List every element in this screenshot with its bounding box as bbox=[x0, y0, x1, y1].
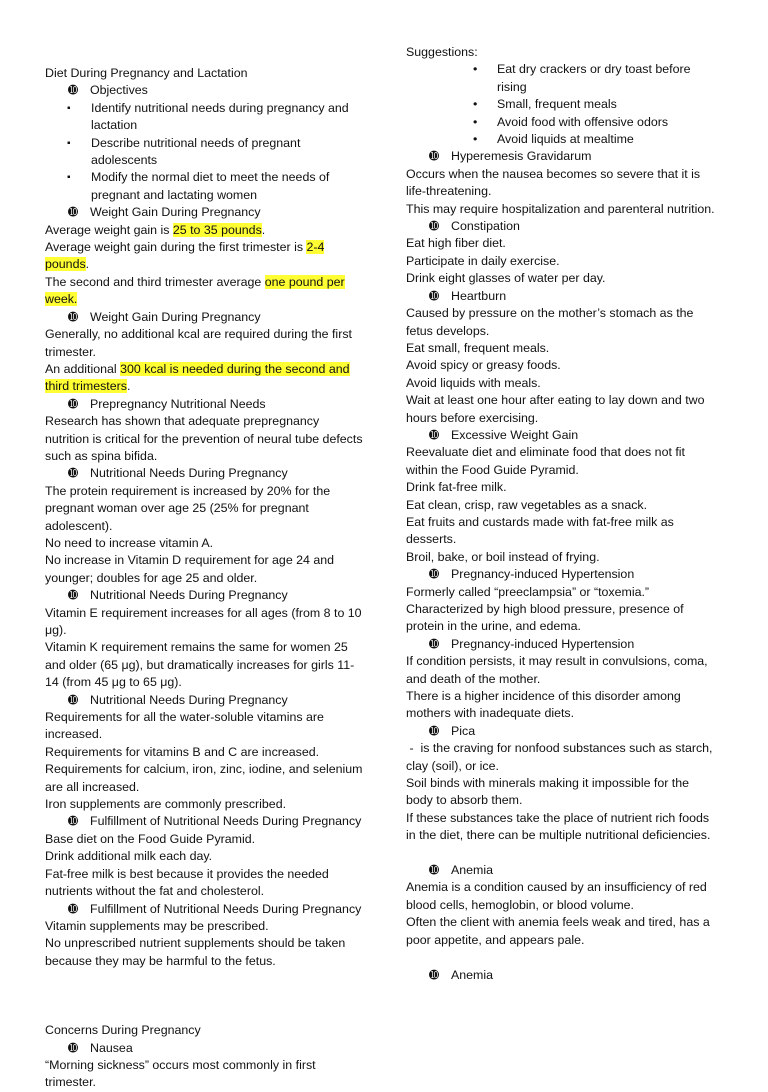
list-item: • Eat dry crackers or dry toast before rising bbox=[406, 61, 716, 96]
list-item: ▪ Modify the normal diet to meet the needs of pregnant and lactating women bbox=[45, 169, 365, 204]
heading-prepregnancy: ➓ Prepregnancy Nutritional Needs bbox=[45, 396, 365, 413]
paragraph: There is a higher incidence of this disorder among mothers with inadequate diets. bbox=[406, 689, 681, 721]
paragraph: Eat small, frequent meals. bbox=[406, 340, 550, 355]
heading-heartburn: ➓ Heartburn bbox=[406, 288, 716, 305]
circled-ten-bullet-icon: ➓ bbox=[68, 692, 79, 707]
circled-ten-bullet-icon: ➓ bbox=[429, 567, 440, 582]
paragraph: Eat high fiber diet. bbox=[406, 236, 506, 251]
paragraph: Base diet on the Food Guide Pyramid. bbox=[45, 831, 256, 846]
heading-pica: ➓ Pica bbox=[406, 723, 716, 740]
paragraph: Drink fat-free milk. bbox=[406, 480, 507, 495]
circled-ten-bullet-icon: ➓ bbox=[429, 967, 440, 982]
heading-weight-gain-1: ➓ Weight Gain During Pregnancy bbox=[45, 204, 365, 221]
circled-ten-bullet-icon: ➓ bbox=[68, 901, 79, 916]
circled-ten-bullet-icon: ➓ bbox=[429, 723, 440, 738]
circled-ten-bullet-icon: ➓ bbox=[68, 205, 79, 220]
paragraph: Eat fruits and custards made with fat-free milk as desserts. bbox=[406, 514, 674, 547]
paragraph: Anemia is a condition caused by an insufficiency of red blood cells, hemoglobin, or blood volume. bbox=[406, 880, 707, 912]
heading-fulfillment-1: ➓ Fulfillment of Nutritional Needs During Pregnancy bbox=[45, 813, 365, 830]
circled-ten-bullet-icon: ➓ bbox=[429, 427, 440, 442]
dot-bullet-icon: • bbox=[473, 97, 478, 112]
left-column bbox=[45, 65, 365, 1092]
list-item: • Avoid liquids at mealtime bbox=[406, 131, 716, 148]
paragraph: Often the client with anemia feels weak and tired, has a poor appetite, and appears pale. bbox=[406, 915, 710, 947]
paragraph: Research has shown that adequate prepregnancy nutrition is critical for the prevention of neural tube defects such as spina bifida. bbox=[45, 414, 363, 463]
spacer bbox=[45, 970, 365, 1022]
section-title: Concerns During Pregnancy bbox=[45, 1023, 201, 1038]
circled-ten-bullet-icon: ➓ bbox=[429, 219, 440, 234]
heading-anemia-2: ➓ Anemia bbox=[406, 967, 716, 984]
heading-pih-2: ➓ Pregnancy-induced Hypertension bbox=[406, 636, 716, 653]
square-bullet-icon: ▪ bbox=[67, 172, 71, 184]
paragraph: Generally, no additional kcal are required during the first trimester. bbox=[45, 327, 352, 359]
paragraph: Average weight gain during the first trimester is 2-4 pounds. bbox=[45, 240, 325, 272]
paragraph: Eat clean, crisp, raw vegetables as a snack. bbox=[406, 497, 648, 512]
paragraph: Iron supplements are commonly prescribed. bbox=[45, 797, 287, 812]
circled-ten-bullet-icon: ➓ bbox=[68, 588, 79, 603]
paragraph: If condition persists, it may result in convulsions, coma, and death of the mother. bbox=[406, 654, 708, 686]
highlight: one pound per week. bbox=[45, 274, 345, 307]
paragraph: Vitamin E requirement increases for all ages (from 8 to 10 μg). bbox=[45, 605, 362, 637]
heading-excessive-weight-gain: ➓ Excessive Weight Gain bbox=[406, 427, 716, 444]
square-bullet-icon: ▪ bbox=[67, 102, 71, 114]
paragraph: Drink eight glasses of water per day. bbox=[406, 271, 606, 286]
paragraph: No unprescribed nutrient supplements should be taken because they may be harmful to the fetus. bbox=[45, 936, 346, 968]
suggestions-label: Suggestions: bbox=[406, 45, 478, 59]
paragraph: Soil binds with minerals making it impossible for the body to absorb them. bbox=[406, 776, 690, 808]
paragraph: Wait at least one hour after eating to lay down and two hours before exercising. bbox=[406, 393, 705, 425]
highlight: 2-4 pounds bbox=[45, 240, 325, 272]
heading-hyperemesis: ➓ Hyperemesis Gravidarum bbox=[406, 148, 716, 165]
paragraph: This may require hospitalization and parenteral nutrition. bbox=[406, 201, 715, 216]
dot-bullet-icon: • bbox=[473, 132, 478, 147]
spacer bbox=[406, 949, 716, 966]
heading-anemia-1: ➓ Anemia bbox=[406, 862, 716, 879]
paragraph: Caused by pressure on the mother’s stomach as the fetus develops. bbox=[406, 306, 694, 338]
right-column bbox=[406, 44, 716, 984]
heading-nutritional-needs-1: ➓ Nutritional Needs During Pregnancy bbox=[45, 465, 365, 482]
heading-nausea: ➓ Nausea bbox=[45, 1040, 365, 1057]
circled-ten-bullet-icon: ➓ bbox=[429, 288, 440, 303]
paragraph: An additional 300 kcal is needed during the second and third trimesters. bbox=[45, 361, 350, 394]
highlight: 25 to 35 pounds bbox=[172, 222, 262, 237]
circled-ten-bullet-icon: ➓ bbox=[68, 466, 79, 481]
circled-ten-bullet-icon: ➓ bbox=[68, 1040, 79, 1055]
highlight: 300 kcal is needed during the second and third trimesters bbox=[45, 361, 350, 394]
heading-objectives: ➓ Objectives bbox=[45, 82, 365, 99]
paragraph: Requirements for vitamins B and C are increased. bbox=[45, 744, 320, 759]
paragraph: Drink additional milk each day. bbox=[45, 849, 213, 864]
paragraph: Formerly called “preeclampsia” or “toxemia.” bbox=[406, 584, 650, 599]
spacer bbox=[406, 845, 716, 862]
square-bullet-icon: ▪ bbox=[67, 137, 71, 149]
circled-ten-bullet-icon: ➓ bbox=[68, 309, 79, 324]
paragraph: Avoid spicy or greasy foods. bbox=[406, 358, 561, 373]
heading-nutritional-needs-3: ➓ Nutritional Needs During Pregnancy bbox=[45, 692, 365, 709]
dot-bullet-icon: • bbox=[473, 62, 478, 77]
paragraph: - is the craving for nonfood substances such as starch, clay (soil), or ice. bbox=[406, 741, 716, 773]
circled-ten-bullet-icon: ➓ bbox=[68, 814, 79, 829]
document-title: Diet During Pregnancy and Lactation bbox=[45, 66, 248, 80]
paragraph: Participate in daily exercise. bbox=[406, 253, 560, 268]
circled-ten-bullet-icon: ➓ bbox=[429, 149, 440, 164]
heading-fulfillment-2: ➓ Fulfillment of Nutritional Needs During Pregnancy bbox=[45, 901, 365, 918]
circled-ten-bullet-icon: ➓ bbox=[429, 863, 440, 878]
paragraph: No increase in Vitamin D requirement for age 24 and younger; doubles for age 25 and older. bbox=[45, 553, 335, 585]
paragraph: The protein requirement is increased by 20% for the pregnant woman over age 25 (25% for pregnant adolescent). bbox=[45, 483, 331, 533]
heading-constipation: ➓ Constipation bbox=[406, 218, 716, 235]
paragraph: If these substances take the place of nutrient rich foods in the diet, there can be multiple nutritional deficiencies. bbox=[406, 810, 711, 843]
dot-bullet-icon: • bbox=[473, 114, 478, 129]
paragraph: Broil, bake, or boil instead of frying. bbox=[406, 549, 600, 564]
paragraph: Fat-free milk is best because it provides the needed nutrients without the fat and cholesterol. bbox=[45, 866, 329, 899]
paragraph: The second and third trimester average one pound per week. bbox=[45, 274, 345, 307]
paragraph: Occurs when the nausea becomes so severe that it is life-threatening. bbox=[406, 166, 701, 199]
paragraph: Vitamin K requirement remains the same for women 25 and older (65 μg), but dramatically increases for girls 11-14 (from 45 μg to 65 μg). bbox=[45, 640, 355, 690]
paragraph: “Morning sickness” occurs most commonly in first trimester. bbox=[45, 1057, 316, 1090]
paragraph: Characterized by high blood pressure, presence of protein in the urine, and edema. bbox=[406, 602, 684, 634]
circled-ten-bullet-icon: ➓ bbox=[68, 396, 79, 411]
heading-pih-1: ➓ Pregnancy-induced Hypertension bbox=[406, 566, 716, 583]
list-item: ▪ Identify nutritional needs during pregnancy and lactation bbox=[45, 100, 365, 135]
circled-ten-bullet-icon: ➓ bbox=[429, 636, 440, 651]
heading-weight-gain-2: ➓ Weight Gain During Pregnancy bbox=[45, 309, 365, 326]
paragraph: Avoid liquids with meals. bbox=[406, 375, 541, 390]
list-item: • Small, frequent meals bbox=[406, 96, 716, 113]
paragraph: No need to increase vitamin A. bbox=[45, 535, 214, 550]
list-item: • Avoid food with offensive odors bbox=[406, 114, 716, 131]
paragraph: Requirements for calcium, iron, zinc, iodine, and selenium are all increased. bbox=[45, 762, 363, 794]
paragraph: Requirements for all the water-soluble vitamins are increased. bbox=[45, 710, 324, 742]
list-item: ▪ Describe nutritional needs of pregnant adolescents bbox=[45, 135, 365, 170]
heading-nutritional-needs-2: ➓ Nutritional Needs During Pregnancy bbox=[45, 587, 365, 604]
paragraph: Reevaluate diet and eliminate food that does not fit within the Food Guide Pyramid. bbox=[406, 445, 685, 477]
circled-ten-bullet-icon: ➓ bbox=[68, 83, 79, 98]
paragraph: Vitamin supplements may be prescribed. bbox=[45, 918, 269, 933]
paragraph: Average weight gain is 25 to 35 pounds. bbox=[45, 222, 266, 237]
